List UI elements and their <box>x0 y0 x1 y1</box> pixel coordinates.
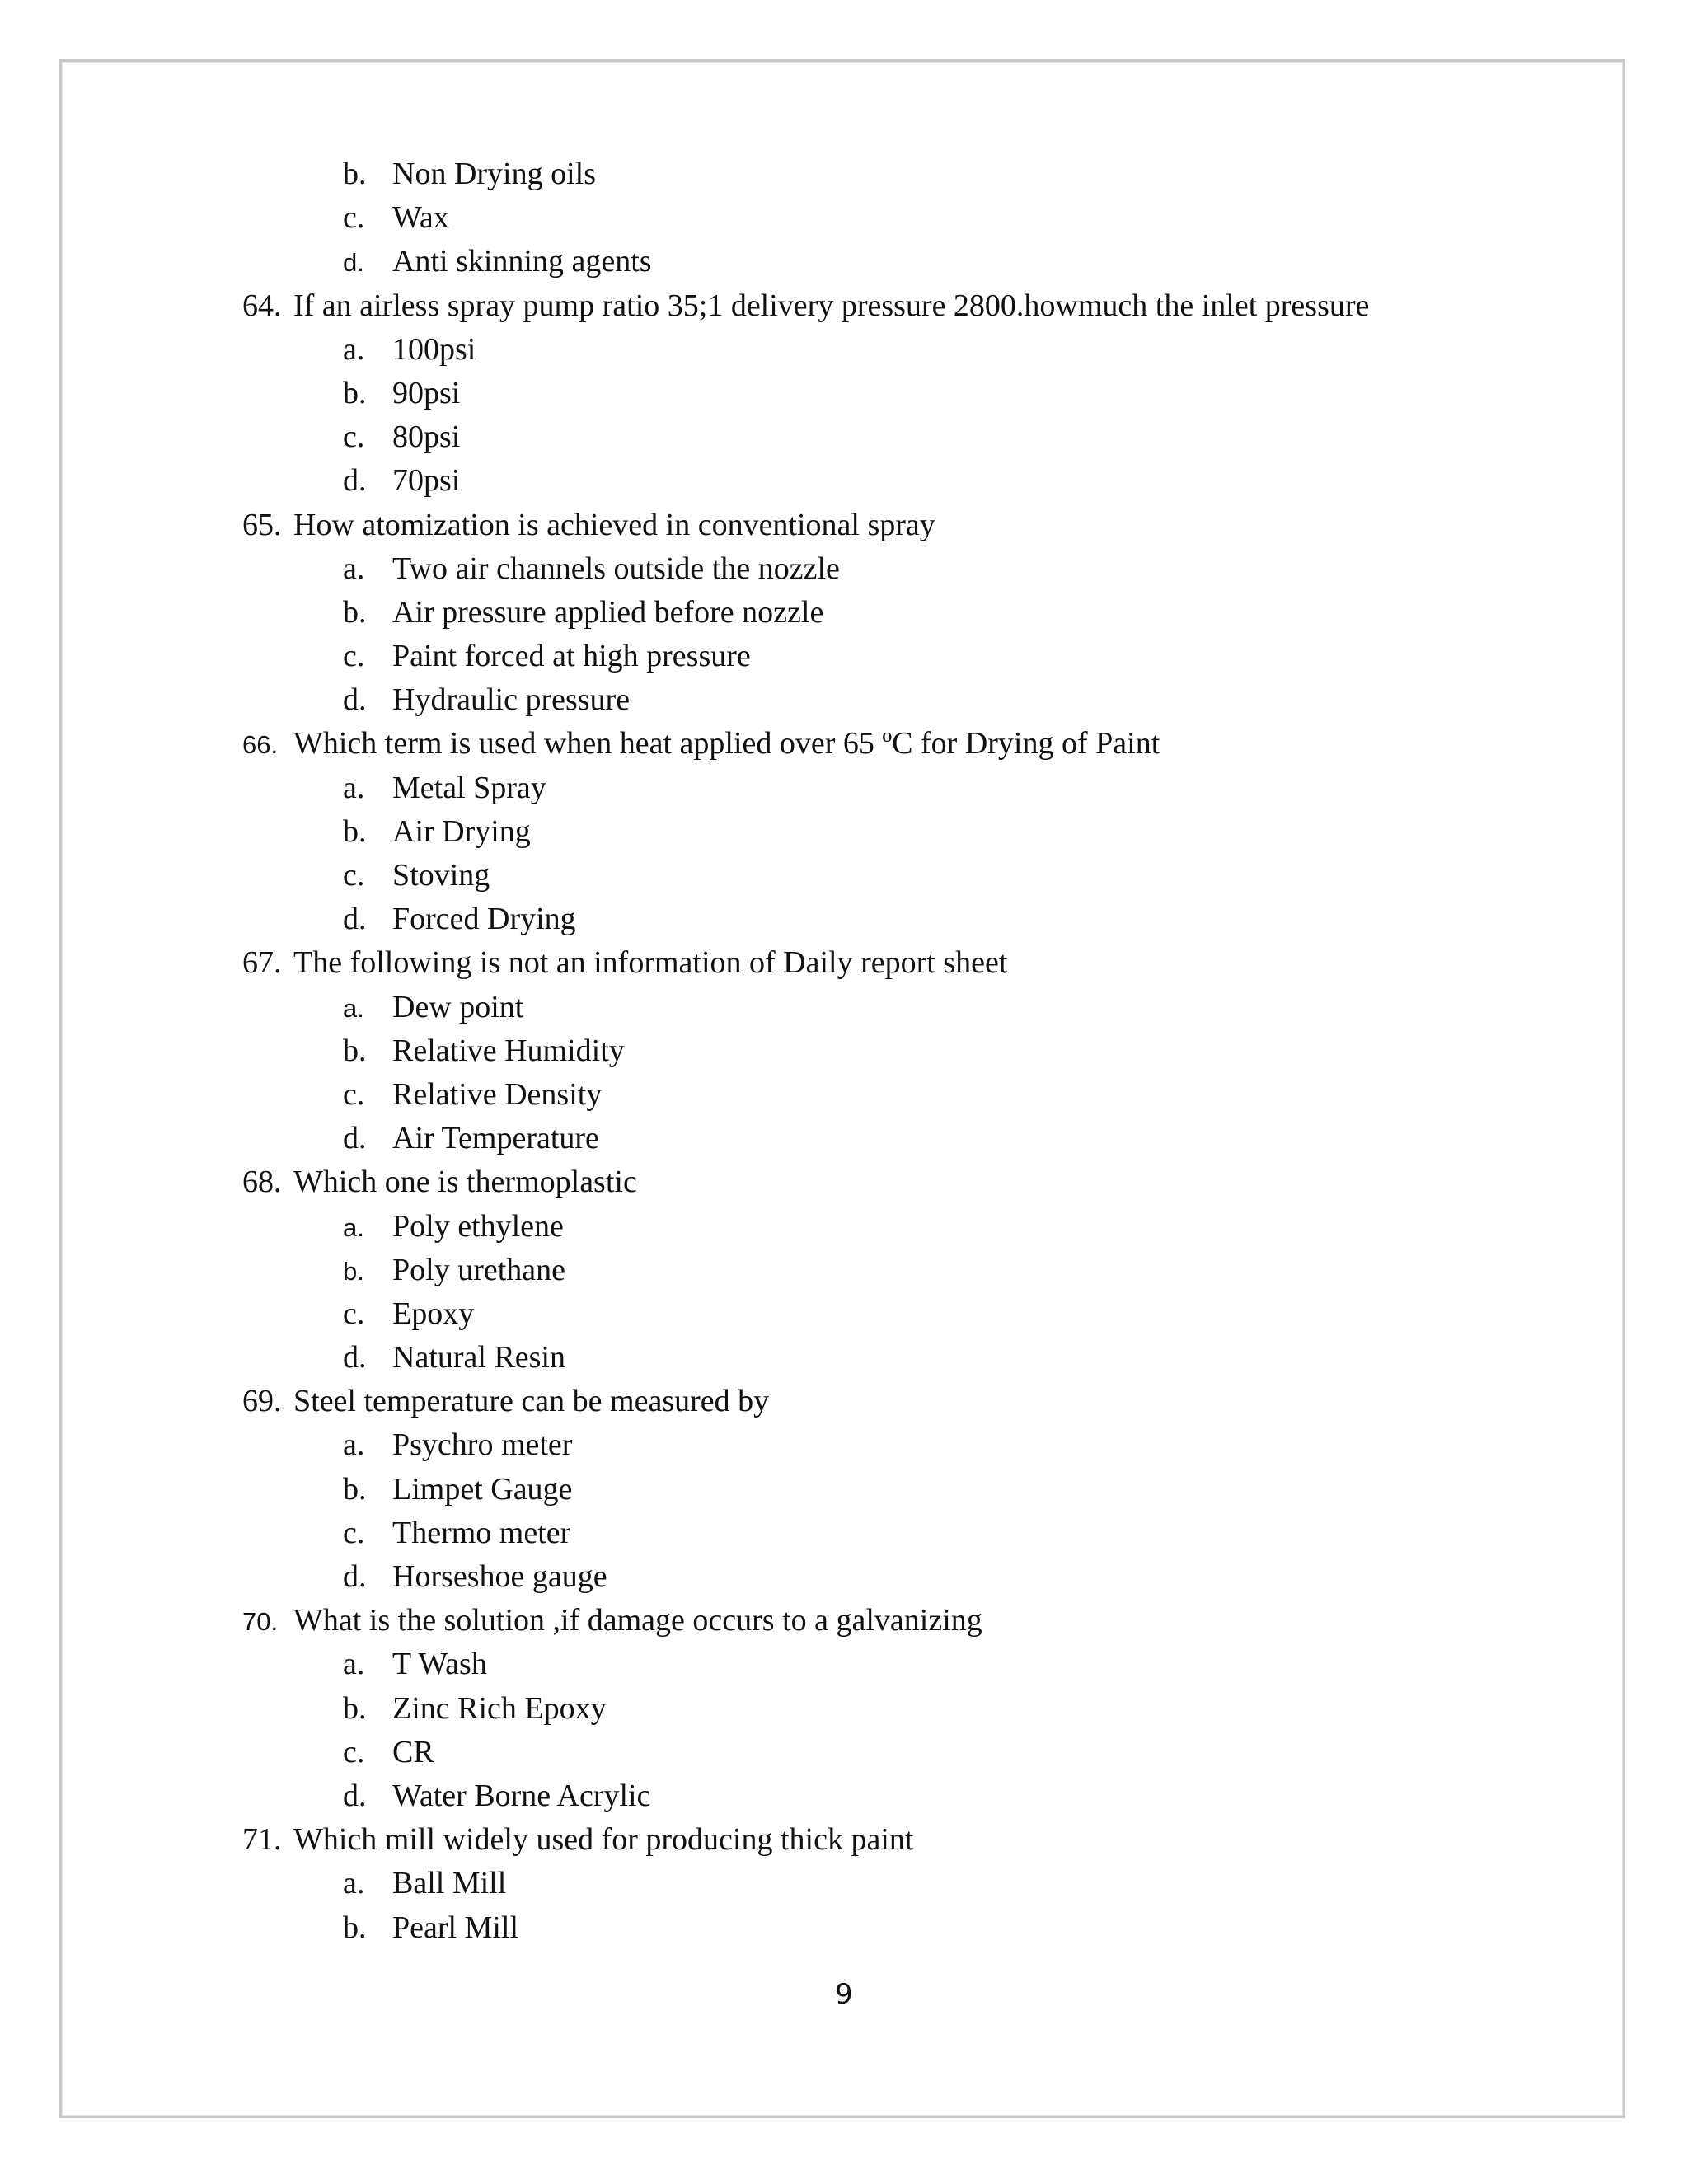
option-letter: c. <box>343 858 365 893</box>
option-letter: b. <box>343 1910 367 1945</box>
question-line <box>242 1160 1561 1204</box>
option-letter: c. <box>343 639 365 674</box>
option-text: Non Drying oils <box>392 157 596 191</box>
answer-option <box>242 1468 1561 1511</box>
option-letter: d. <box>343 248 364 278</box>
option-text: Two air channels outside the nozzle <box>392 551 840 586</box>
option-text: Metal Spray <box>392 770 546 805</box>
option-text: Psychro meter <box>392 1427 573 1463</box>
option-letter: a. <box>343 1866 365 1901</box>
question-number: 67. <box>242 945 282 981</box>
answer-option <box>242 1205 1561 1249</box>
answer-option <box>242 1336 1561 1380</box>
answer-option <box>242 635 1561 678</box>
option-text: Poly ethylene <box>392 1208 564 1244</box>
answer-option <box>242 415 1561 459</box>
option-text: Pearl Mill <box>392 1910 519 1945</box>
option-letter: b. <box>343 813 367 849</box>
option-letter: b. <box>343 1033 367 1068</box>
option-text: Air Temperature <box>392 1121 599 1156</box>
question-text: Which one is thermoplastic <box>293 1165 637 1200</box>
answer-option <box>242 240 1561 284</box>
option-text: 90psi <box>392 375 461 410</box>
option-letter: a. <box>343 551 365 586</box>
option-text: Horseshoe gauge <box>392 1559 607 1594</box>
option-text: Limpet Gauge <box>392 1471 573 1507</box>
question-text: The following is not an information of Daily report sheet <box>293 945 1008 981</box>
answer-option <box>242 547 1561 591</box>
question-line <box>242 722 1561 766</box>
answer-option <box>242 1555 1561 1599</box>
answer-option <box>242 1687 1561 1731</box>
question-line <box>242 504 1561 547</box>
option-letter: d. <box>343 463 367 499</box>
answer-option <box>242 766 1561 810</box>
option-text: 70psi <box>392 463 461 499</box>
option-letter: b. <box>343 1471 367 1507</box>
option-text: Relative Density <box>392 1076 603 1112</box>
question-line <box>242 1380 1561 1423</box>
question-text: Steel temperature can be measured by <box>293 1384 770 1419</box>
option-letter: c. <box>343 1076 365 1112</box>
question-number: 71. <box>242 1822 282 1858</box>
question-line <box>242 1599 1561 1643</box>
answer-option <box>242 1774 1561 1818</box>
answer-option <box>242 372 1561 415</box>
option-text: 80psi <box>392 419 461 455</box>
answer-option <box>242 810 1561 854</box>
option-text: Paint forced at high pressure <box>392 639 751 674</box>
option-letter: b. <box>343 157 367 191</box>
option-text: Poly urethane <box>392 1252 566 1287</box>
question-text: If an airless spray pump ratio 35;1 delivery pressure 2800.howmuch the inlet pressure <box>293 288 1370 323</box>
option-letter: d. <box>343 902 367 937</box>
option-text: CR <box>392 1734 434 1769</box>
question-text: Which term is used when heat applied over 65 ºC for Drying of Paint <box>293 726 1160 762</box>
option-text: Relative Humidity <box>392 1033 625 1068</box>
question-number: 64. <box>242 288 282 323</box>
question-line <box>242 941 1561 985</box>
option-letter: a. <box>343 1427 365 1463</box>
option-text: Air pressure applied before nozzle <box>392 594 824 630</box>
option-letter: c. <box>343 1515 365 1550</box>
question-text: How atomization is achieved in conventional spray <box>293 507 935 542</box>
option-text: Ball Mill <box>392 1866 507 1901</box>
answer-option <box>242 678 1561 722</box>
option-letter: d. <box>343 1559 367 1594</box>
option-text: Hydraulic pressure <box>392 682 631 718</box>
option-text: Stoving <box>392 858 490 893</box>
option-text: Thermo meter <box>392 1515 571 1550</box>
option-letter: c. <box>343 1734 365 1769</box>
option-text: T Wash <box>392 1647 487 1682</box>
option-letter: c. <box>343 200 365 236</box>
answer-option <box>242 1423 1561 1467</box>
question-text: Which mill widely used for producing thick paint <box>293 1822 914 1858</box>
answer-option <box>242 1249 1561 1292</box>
option-letter: a. <box>343 993 364 1023</box>
answer-option <box>242 1292 1561 1336</box>
option-letter: b. <box>343 594 367 630</box>
option-letter: c. <box>343 419 365 455</box>
option-letter: a. <box>343 1647 365 1682</box>
option-letter: a. <box>343 770 365 805</box>
answer-option <box>242 152 1561 196</box>
option-text: Anti skinning agents <box>392 244 652 279</box>
answer-option <box>242 1643 1561 1686</box>
option-text: 100psi <box>392 331 476 367</box>
option-letter: b. <box>343 1690 367 1726</box>
option-text: Dew point <box>392 989 524 1024</box>
option-text: Air Drying <box>392 813 531 849</box>
option-letter: d. <box>343 682 367 718</box>
page-number: 9 <box>835 1978 853 2011</box>
option-letter: b. <box>343 375 367 410</box>
option-letter: d. <box>343 1121 367 1156</box>
answer-option <box>242 986 1561 1029</box>
option-letter: a. <box>343 1212 364 1242</box>
answer-option <box>242 1731 1561 1774</box>
answer-option <box>242 1029 1561 1073</box>
option-text: Zinc Rich Epoxy <box>392 1690 607 1726</box>
answer-option <box>242 854 1561 898</box>
answer-option <box>242 1906 1561 1950</box>
question-line <box>242 1818 1561 1862</box>
option-letter: d. <box>343 1340 367 1376</box>
question-number: 65. <box>242 507 282 542</box>
answer-option <box>242 1117 1561 1160</box>
answer-option <box>242 1073 1561 1117</box>
question-number: 69. <box>242 1384 282 1419</box>
question-number: 66. <box>242 730 279 760</box>
option-text: Wax <box>392 200 449 236</box>
option-text: Epoxy <box>392 1296 475 1331</box>
option-text: Forced Drying <box>392 902 576 937</box>
answer-option <box>242 328 1561 372</box>
question-line <box>242 284 1561 328</box>
question-number: 68. <box>242 1165 282 1200</box>
answer-option <box>242 1862 1561 1905</box>
question-number: 70. <box>242 1607 279 1637</box>
option-letter: c. <box>343 1296 365 1331</box>
option-letter: a. <box>343 331 365 367</box>
answer-option <box>242 1511 1561 1555</box>
answer-option <box>242 898 1561 941</box>
option-text: Natural Resin <box>392 1340 566 1376</box>
option-text: Water Borne Acrylic <box>392 1778 651 1813</box>
document-body <box>242 152 1561 1950</box>
answer-option <box>242 459 1561 503</box>
option-letter: b. <box>343 1256 364 1286</box>
question-text: What is the solution ,if damage occurs to a galvanizing <box>293 1603 982 1638</box>
answer-option <box>242 591 1561 635</box>
answer-option <box>242 196 1561 240</box>
option-letter: d. <box>343 1778 367 1813</box>
